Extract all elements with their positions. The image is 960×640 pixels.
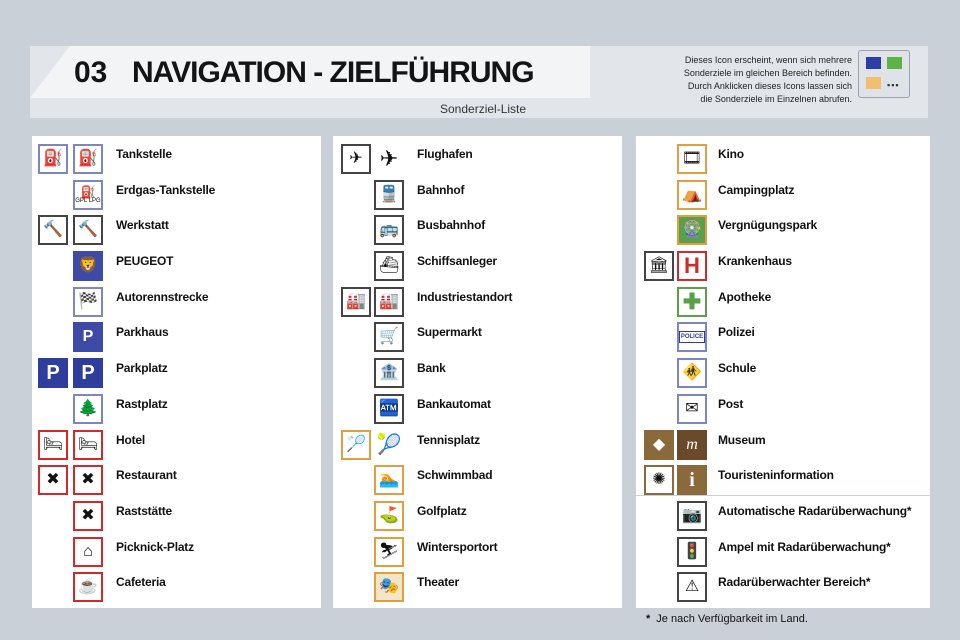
poi-column-3: [636, 136, 930, 608]
info-line: Durch Anklicken dieses Icons lassen sich: [687, 81, 852, 91]
list-item: [32, 283, 321, 317]
list-item: [333, 426, 622, 460]
list-item: [333, 497, 622, 531]
warning-triangle-icon: ⚠: [677, 572, 707, 602]
envelope-icon: ✉: [677, 394, 707, 424]
info-i-icon: [677, 465, 707, 495]
poi-label: Bank: [417, 361, 446, 375]
hammer-icon: 🔨: [38, 215, 68, 245]
museum-diamond-icon: ◆: [644, 430, 674, 460]
info-line: Sonderziele im gleichen Bereich befinden.: [683, 68, 852, 78]
list-item: [636, 497, 930, 531]
hammer-icon: 🔨: [73, 215, 103, 245]
list-item: [636, 140, 930, 174]
cutlery-icon: ✖: [73, 465, 103, 495]
list-item: [333, 247, 622, 281]
list-item: [32, 461, 321, 495]
peugeot-lion-icon: 🦁: [73, 251, 103, 281]
poi-label: Parkplatz: [116, 361, 168, 375]
parking-letter: P: [82, 328, 94, 345]
list-item: [636, 247, 930, 281]
footnote-star: *: [646, 613, 651, 625]
list-item: [333, 354, 622, 388]
pharmacy-cross-icon: ✚: [677, 287, 707, 317]
poi-label: Krankenhaus: [718, 254, 792, 268]
museum-m-icon: m: [677, 430, 707, 460]
list-item: [636, 176, 930, 210]
list-item: [32, 318, 321, 352]
list-item: [333, 533, 622, 567]
poi-label: Schwimmbad: [417, 468, 493, 482]
multiple-poi-icon: [858, 50, 910, 98]
poi-label: Cafeteria: [116, 575, 166, 589]
poi-column-1: [32, 136, 321, 608]
police-badge-icon: [677, 322, 707, 352]
poi-label: Post: [718, 397, 744, 411]
poi-label: PEUGEOT: [116, 254, 174, 268]
list-item: [32, 211, 321, 245]
poi-label: Erdgas-Tankstelle: [116, 183, 216, 197]
list-item: [32, 568, 321, 602]
poi-label: Ampel mit Radarüberwachung*: [718, 540, 891, 554]
list-item: [636, 318, 930, 352]
swimmer-icon: 🏊: [374, 465, 404, 495]
airplane-icon: ✈: [374, 144, 404, 174]
poi-label: Schiffsanleger: [417, 254, 497, 268]
sports-icon: 🏸: [341, 430, 371, 460]
golfer-icon: ⛳: [374, 501, 404, 531]
poi-label: Apotheke: [718, 290, 772, 304]
list-item: [636, 390, 930, 424]
hospital-h-icon: [677, 251, 707, 281]
hospital-letter: H: [684, 253, 700, 278]
skier-icon: ⛷: [374, 537, 404, 567]
poi-label: Museum: [718, 433, 766, 447]
poi-label: Flughafen: [417, 147, 473, 161]
list-item: [32, 354, 321, 388]
poi-label: Industriestandort: [417, 290, 513, 304]
list-item: [333, 211, 622, 245]
airport-terminal-icon: ✈: [341, 144, 371, 174]
info-line: Dieses Icon erscheint, wenn sich mehrere: [684, 55, 852, 65]
list-item: [333, 568, 622, 602]
poi-label: Schule: [718, 361, 757, 375]
factory-icon: 🏭: [374, 287, 404, 317]
lpg-text: GPL LPG: [75, 198, 101, 204]
poi-label: Kino: [718, 147, 744, 161]
bank-icon: 🏦: [374, 358, 404, 388]
orange-square: [866, 77, 881, 89]
poi-column-2: [333, 136, 622, 608]
list-item: [333, 176, 622, 210]
roadside-restaurant-icon: ✖: [73, 501, 103, 531]
list-item: [636, 533, 930, 567]
poi-label: Tankstelle: [116, 147, 172, 161]
poi-label: Busbahnhof: [417, 218, 485, 232]
poi-label: Hotel: [116, 433, 146, 447]
green-square: [887, 57, 902, 69]
picnic-icon: ⌂: [73, 537, 103, 567]
poi-label: Radarüberwachter Bereich*: [718, 575, 871, 589]
traffic-light-camera-icon: 🚦: [677, 537, 707, 567]
poi-label: Bankautomat: [417, 397, 491, 411]
factory-icon: 🏭: [341, 287, 371, 317]
list-item: [636, 426, 930, 460]
footnote-text: Je nach Verfügbarkeit im Land.: [656, 613, 808, 625]
poi-label: Tennisplatz: [417, 433, 480, 447]
poi-label: Autorennstrecke: [116, 290, 209, 304]
lpg-pump-icon: ⛽ GPL LPG: [73, 180, 103, 210]
list-item: [636, 283, 930, 317]
race-track-icon: 🏁: [73, 287, 103, 317]
poi-label: Picknick-Platz: [116, 540, 194, 554]
poi-label: Werkstatt: [116, 218, 169, 232]
train-icon: 🚆: [374, 180, 404, 210]
hospital-building-icon: 🏛: [644, 251, 674, 281]
dots-glyph: ▪▪▪: [887, 80, 900, 90]
blue-square: [866, 57, 881, 69]
poi-label: Vergnügungspark: [718, 218, 818, 232]
theater-icon: 🎭: [374, 572, 404, 602]
list-item: [32, 247, 321, 281]
page-subtitle: Sonderziel-Liste: [440, 102, 527, 116]
parking-letter: P: [46, 362, 60, 384]
fuel-pump-icon: ⛽: [73, 144, 103, 174]
sightseeing-icon: ✺: [644, 465, 674, 495]
list-item: [636, 354, 930, 388]
list-item: [32, 426, 321, 460]
footnote: [646, 613, 808, 625]
list-item: [32, 497, 321, 531]
page-title: NAVIGATION - ZIELFÜHRUNG: [132, 56, 534, 89]
cutlery-icon: ✖: [38, 465, 68, 495]
list-item: [32, 176, 321, 210]
list-item: [636, 211, 930, 245]
poi-label: Raststätte: [116, 504, 173, 518]
info-line: die Sonderziele im Einzelnen abrufen.: [700, 94, 852, 104]
chapter-number: 03: [74, 56, 108, 89]
list-item: [333, 283, 622, 317]
poi-label: Bahnhof: [417, 183, 465, 197]
list-item: [32, 390, 321, 424]
fuel-pump-icon: ⛽: [38, 144, 68, 174]
amusement-park-icon: 🎡: [677, 215, 707, 245]
info-letter: i: [689, 469, 695, 491]
bed-icon: 🛏: [38, 430, 68, 460]
list-item: [333, 461, 622, 495]
poi-label: Golfplatz: [417, 504, 467, 518]
rest-area-icon: 🌲: [73, 394, 103, 424]
atm-icon: 🏧: [374, 394, 404, 424]
ship-icon: ⛴: [374, 251, 404, 281]
poi-label: Automatische Radarüberwachung*: [718, 504, 912, 518]
poi-label: Wintersportort: [417, 540, 498, 554]
bed-icon: 🛏: [73, 430, 103, 460]
list-item: [333, 390, 622, 424]
speed-camera-icon: 📷: [677, 501, 707, 531]
poi-label: Polizei: [718, 325, 755, 339]
poi-label: Parkhaus: [116, 325, 169, 339]
parking-garage-icon: [73, 322, 103, 352]
parking-icon: [73, 358, 103, 388]
list-item: [32, 533, 321, 567]
coffee-cup-icon: ☕: [73, 572, 103, 602]
parking-letter: P: [81, 362, 95, 384]
tent-icon: ⛺: [677, 180, 707, 210]
list-item: [636, 568, 930, 602]
tennis-player-icon: 🎾: [374, 430, 404, 460]
list-item: [636, 461, 930, 495]
police-text: POLICE: [679, 331, 705, 343]
divider: [636, 495, 930, 496]
film-strip-icon: 🎞: [677, 144, 707, 174]
poi-label: Campingplatz: [718, 183, 795, 197]
list-item: [32, 140, 321, 174]
poi-label: Restaurant: [116, 468, 177, 482]
list-item: [333, 318, 622, 352]
poi-label: Theater: [417, 575, 459, 589]
list-item: [333, 140, 622, 174]
school-children-icon: 🚸: [677, 358, 707, 388]
info-text: [640, 54, 852, 106]
poi-label: Rastplatz: [116, 397, 168, 411]
poi-label: Supermarkt: [417, 325, 482, 339]
shopping-cart-icon: 🛒: [374, 322, 404, 352]
bus-icon: 🚌: [374, 215, 404, 245]
parking-icon: [38, 358, 68, 388]
poi-label: Touristeninformation: [718, 468, 834, 482]
